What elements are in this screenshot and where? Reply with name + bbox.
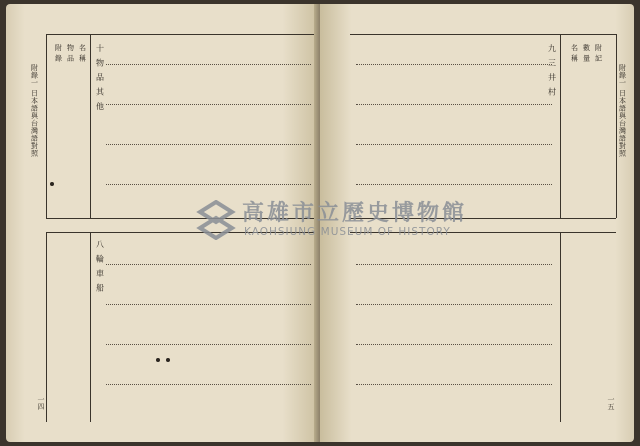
top-rule [46,34,316,35]
section-heading-2: 八 輪 車 船 [95,240,105,294]
running-title: 附錄一 日本語與台灣語對照 [30,64,39,157]
text-texture [356,104,552,109]
museum-logo-icon [196,200,236,240]
section-heading: 九 三 井 村 [547,44,557,98]
text-texture [106,184,311,189]
bullet-mark [156,358,160,362]
col-divider-lower [560,232,561,422]
side-label-1: 名 稱 [570,44,579,62]
watermark-title: 高雄市立歷史博物館 [242,201,468,226]
text-texture [106,384,311,389]
col-divider [560,34,561,218]
col-divider [90,34,91,218]
right-border [616,34,617,218]
text-texture [356,384,552,389]
text-texture [106,304,311,309]
left-border-lower [46,232,47,422]
text-texture [356,144,552,149]
running-title: 附錄一 日本語與台灣語對照 [618,64,627,157]
watermark-subtitle: KAOHSIUNG MUSEUM OF HISTORY [244,226,451,238]
text-texture [356,344,552,349]
section-heading-1: 十 物 品 其 他 [95,44,105,113]
text-texture [106,144,311,149]
museum-watermark [196,196,468,244]
page-number: 一四 [37,396,45,410]
side-label-3: 附 記 [594,44,603,62]
bullet-mark [50,182,54,186]
side-label-2: 數 量 [582,44,591,62]
text-texture [356,184,552,189]
side-label-3: 名 稱 [78,44,87,62]
text-texture [106,264,311,269]
top-rule [350,34,616,35]
text-texture [356,64,552,69]
side-label-1: 附 錄 [54,44,63,62]
text-texture [356,304,552,309]
text-texture [106,104,311,109]
side-label-2: 物 品 [66,44,75,62]
text-texture [106,344,311,349]
col-divider-lower [90,232,91,422]
page-number: 一五 [607,396,615,410]
bullet-mark [166,358,170,362]
text-texture [356,264,552,269]
left-border [46,34,47,218]
text-texture [106,64,311,69]
